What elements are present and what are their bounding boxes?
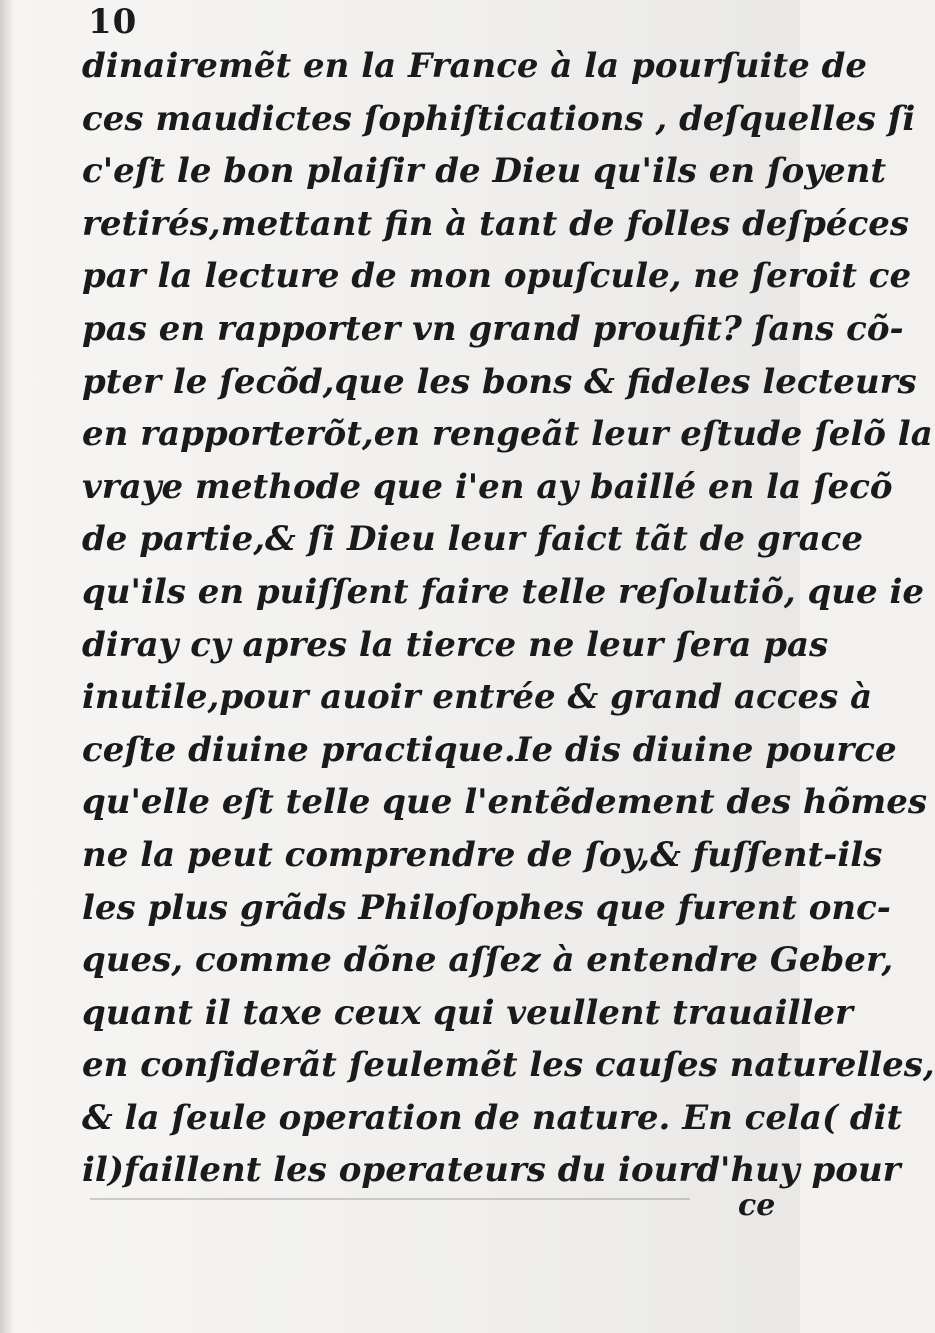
text-line: ceſte diuine practique.Ie dis diuine pource xyxy=(82,729,897,770)
body-text xyxy=(82,40,935,1197)
text-line: par la lecture de mon opuſcule, ne ſeroit ce xyxy=(82,256,912,297)
text-line: en rapporterõt,en rengeãt leur eſtude ſelõ la xyxy=(82,414,933,455)
catchword: ce xyxy=(738,1188,776,1223)
text-line: & la ſeule operation de nature. En cela( dit xyxy=(82,1097,903,1138)
text-line: quant il taxe ceux qui veullent trauailler xyxy=(82,992,853,1033)
text-line: de partie,& ſi Dieu leur faict tãt de grace xyxy=(82,519,863,560)
text-line: vraye methode que i'en ay baillé en la ſecõ xyxy=(82,466,893,507)
text-line: les plus grãds Philoſophes que furent onc- xyxy=(82,887,891,928)
text-line: il)faillent les operateurs du iourd'huy pour xyxy=(82,1150,901,1191)
text-line: qu'elle eſt telle que l'entẽdement des hõmes xyxy=(82,782,928,823)
text-line: ne la peut comprendre de ſoy,& fuſſent-ils xyxy=(82,834,883,875)
text-line: ces maudictes ſophiſtications , deſquelles ſi xyxy=(82,98,916,139)
show-through-rule xyxy=(90,1198,690,1200)
text-line: c'eſt le bon plaiſir de Dieu qu'ils en ſoyent xyxy=(82,151,887,192)
text-line: retirés,mettant fin à tant de folles deſpéces xyxy=(82,203,910,244)
text-line: inutile,pour auoir entrée & grand acces à xyxy=(82,677,873,718)
text-line: en conſiderãt ſeulemẽt les cauſes naturelles, xyxy=(82,1045,935,1086)
page-number: 10 xyxy=(88,2,138,42)
text-line: diray cy apres la tierce ne leur ſera pas xyxy=(82,624,829,665)
text-line: dinairemẽt en la France à la pourſuite de xyxy=(82,46,867,86)
text-line: pter le ſecõd,que les bons & fideles lecteurs xyxy=(82,361,917,402)
page-gutter-shadow xyxy=(0,0,14,1333)
text-line: pas en rapporter vn grand proufit? ſans cõ- xyxy=(82,308,904,349)
text-line: qu'ils en puiſſent faire telle reſolutiõ, que ie xyxy=(82,571,925,612)
text-line: ques, comme dõne aſſez à entendre Geber, xyxy=(82,940,894,981)
